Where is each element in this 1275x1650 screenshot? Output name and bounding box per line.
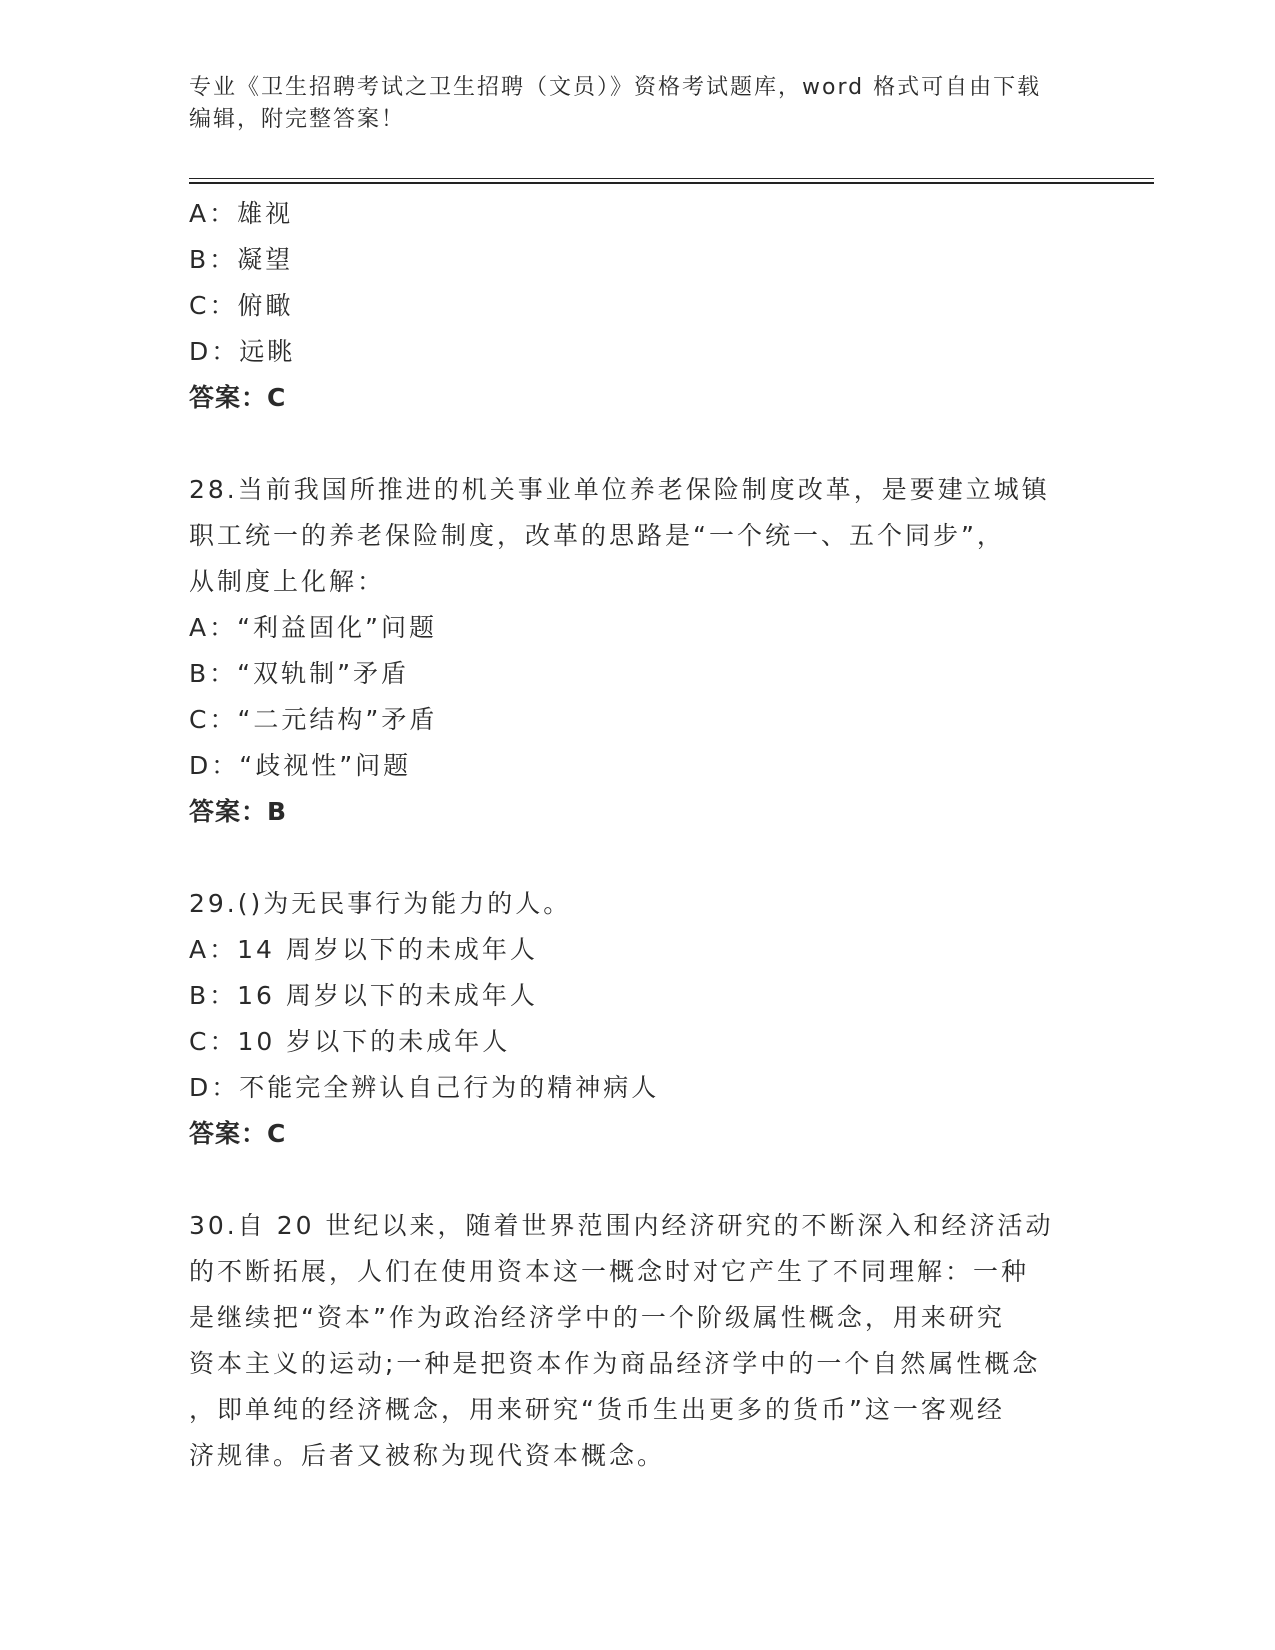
stem-line: 是继续把“资本”作为政治经济学中的一个阶级属性概念，用来研究 (189, 1303, 1005, 1332)
stem-line: 30.自 20 世纪以来，随着世界范围内经济研究的不断深入和经济活动 (189, 1211, 1054, 1240)
header-divider-thin (189, 178, 1154, 179)
question-stem (189, 881, 1089, 927)
answer-line: 答案：B (189, 797, 288, 826)
spacer (189, 835, 1089, 881)
stem-line: 28.当前我国所推进的机关事业单位养老保险制度改革，是要建立城镇 (189, 475, 1050, 504)
stem-line: 职工统一的养老保险制度，改革的思路是“一个统一、五个同步”， (189, 521, 1005, 550)
option-b: B：16 周岁以下的未成年人 (189, 981, 538, 1010)
stem-line: 的不断拓展，人们在使用资本这一概念时对它产生了不同理解：一种 (189, 1257, 1030, 1286)
option-a: A：14 周岁以下的未成年人 (189, 935, 538, 964)
header-line-1: 专业《卫生招聘考试之卫生招聘（文员）》资格考试题库，word 格式可自由下载 (189, 75, 1042, 100)
spacer (189, 421, 1089, 467)
document-body (189, 191, 1089, 1479)
question-30 (189, 1203, 1089, 1479)
question-29 (189, 881, 1089, 1157)
option-a: A：雄视 (189, 199, 294, 228)
option-a: A：“利益固化”问题 (189, 613, 438, 642)
option-d: D：不能完全辨认自己行为的精神病人 (189, 1073, 660, 1102)
option-c: C：10 岁以下的未成年人 (189, 1027, 511, 1056)
stem-line: 济规律。后者又被称为现代资本概念。 (189, 1441, 666, 1470)
answer-line: 答案：C (189, 383, 287, 412)
header-divider-thick (189, 182, 1154, 184)
question-stem (189, 467, 1089, 605)
document-header (189, 72, 1089, 136)
question-stem (189, 1203, 1089, 1479)
question-27 (189, 191, 1089, 421)
option-c: C：俯瞰 (189, 291, 294, 320)
stem-line: 资本主义的运动;一种是把资本作为商品经济学中的一个自然属性概念 (189, 1349, 1041, 1378)
stem-line: 29.()为无民事行为能力的人。 (189, 889, 572, 918)
header-line-2: 编辑，附完整答案！ (189, 107, 406, 132)
answer-line: 答案：C (189, 1119, 287, 1148)
option-d: D：“歧视性”问题 (189, 751, 412, 780)
spacer (189, 1157, 1089, 1203)
option-c: C：“二元结构”矛盾 (189, 705, 438, 734)
option-d: D：远眺 (189, 337, 296, 366)
option-b: B：“双轨制”矛盾 (189, 659, 410, 688)
option-b: B：凝望 (189, 245, 294, 274)
stem-line: ，即单纯的经济概念，用来研究“货币生出更多的货币”这一客观经 (189, 1395, 1005, 1424)
stem-line: 从制度上化解： (189, 567, 386, 596)
question-28 (189, 467, 1089, 835)
